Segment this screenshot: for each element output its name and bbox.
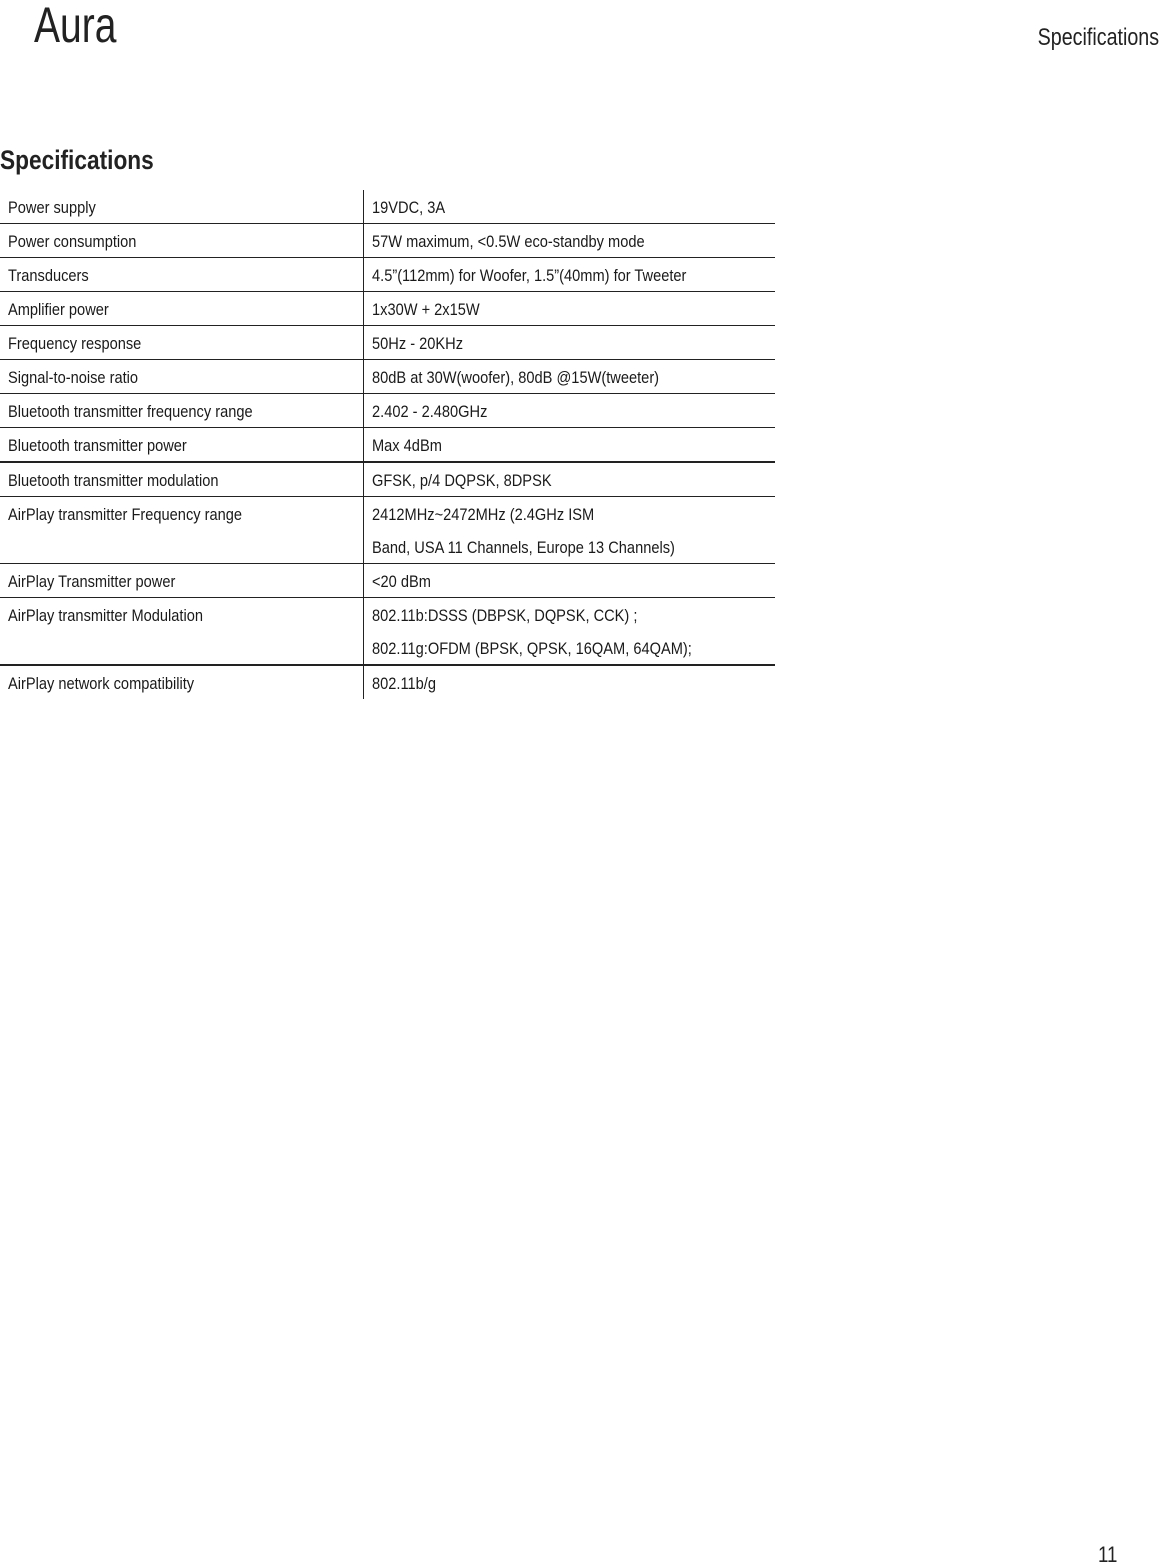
spec-label: Power consumption: [8, 232, 137, 251]
spec-table: [0, 190, 775, 699]
spec-value: 2412MHz~2472MHz (2.4GHz ISM: [372, 505, 595, 524]
spec-row: [0, 428, 775, 463]
spec-row: [0, 258, 775, 292]
spec-label: Transducers: [8, 266, 89, 285]
spec-value: 50Hz - 20KHz: [372, 334, 464, 353]
spec-value: <20 dBm: [372, 572, 431, 591]
spec-row: [0, 564, 775, 598]
spec-value: 80dB at 30W(woofer), 80dB @15W(tweeter): [372, 368, 660, 387]
spec-row: [0, 665, 775, 699]
spec-label: Amplifier power: [8, 300, 109, 319]
spec-label: Bluetooth transmitter power: [8, 436, 187, 455]
spec-row: [0, 497, 775, 564]
spec-value-continued: 802.11g:OFDM (BPSK, QPSK, 16QAM, 64QAM);: [372, 639, 692, 658]
spec-row: [0, 598, 775, 666]
spec-label: AirPlay transmitter Frequency range: [8, 505, 243, 524]
spec-row: [0, 190, 775, 224]
spec-value: 4.5”(112mm) for Woofer, 1.5”(40mm) for Tweeter: [372, 266, 687, 285]
spec-value-continued: Band, USA 11 Channels, Europe 13 Channels): [372, 538, 675, 557]
spec-row: [0, 326, 775, 360]
spec-value: Max 4dBm: [372, 436, 442, 455]
spec-value: 802.11b/g: [372, 674, 436, 693]
section-header: Specifications: [1037, 24, 1159, 51]
page-number: 11: [1098, 1542, 1118, 1567]
spec-label: Signal-to-noise ratio: [8, 368, 139, 387]
spec-label: AirPlay transmitter Modulation: [8, 606, 204, 625]
spec-value: 57W maximum, <0.5W eco-standby mode: [372, 232, 645, 251]
spec-value: GFSK, p/4 DQPSK, 8DPSK: [372, 471, 552, 490]
spec-value: 802.11b:DSSS (DBPSK, DQPSK, CCK) ;: [372, 606, 638, 625]
spec-row: [0, 360, 775, 394]
spec-label: AirPlay Transmitter power: [8, 572, 176, 591]
spec-label: Bluetooth transmitter modulation: [8, 471, 219, 490]
brand-title: Aura: [34, 0, 117, 53]
spec-value: 19VDC, 3A: [372, 198, 446, 217]
spec-label: AirPlay network compatibility: [8, 674, 195, 693]
spec-row: [0, 224, 775, 258]
spec-row: [0, 462, 775, 497]
spec-value: 1x30W + 2x15W: [372, 300, 480, 319]
spec-label: Frequency response: [8, 334, 142, 353]
spec-label: Bluetooth transmitter frequency range: [8, 402, 253, 421]
spec-value: 2.402 - 2.480GHz: [372, 402, 488, 421]
spec-row: [0, 394, 775, 428]
spec-label: Power supply: [8, 198, 96, 217]
page-title: Specifications: [0, 145, 154, 175]
spec-row: [0, 292, 775, 326]
